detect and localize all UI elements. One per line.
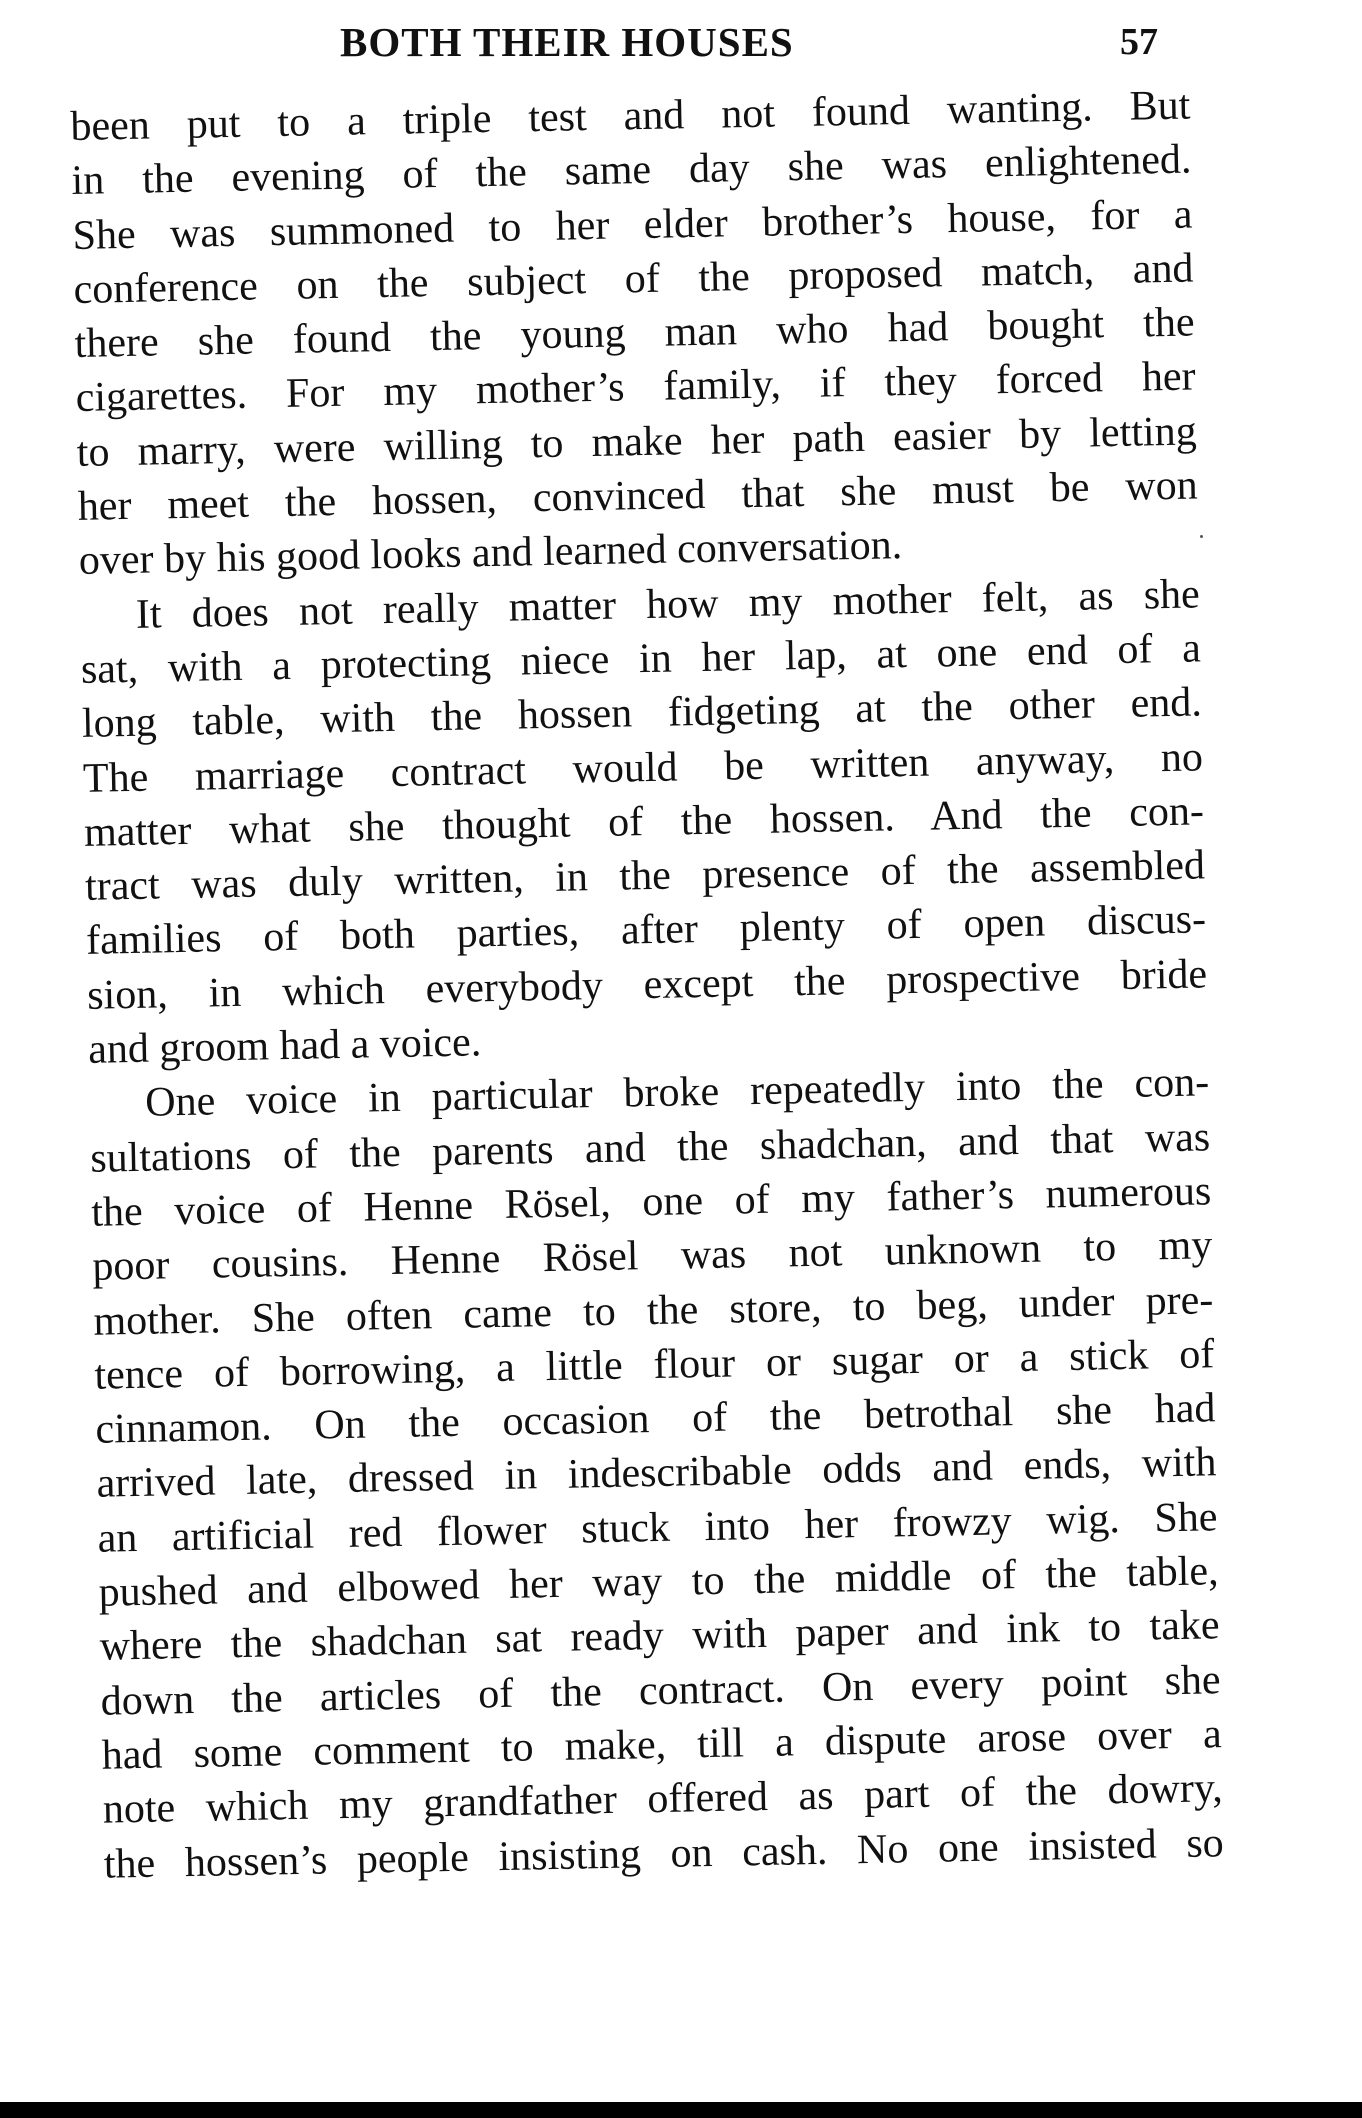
paragraph-start-line: One voice in particular broke repeatedly into the con- (144, 1059, 1210, 1127)
ink-speck (1200, 535, 1203, 538)
text-line: families of both parties, after plenty of open discus- (85, 896, 1207, 965)
text-line: tract was duly written, in the presence of the assembled (84, 842, 1206, 911)
running-title: BOTH THEIR HOUSES (340, 19, 794, 65)
text-line: sat, with a protecting niece in her lap, at one end of a (80, 625, 1202, 693)
paragraph-end-line: over by his good looks and learned conversation. (78, 522, 903, 585)
text-line: tence of borrowing, a little flour or sugar or a stick of (94, 1331, 1215, 1399)
paragraph-end-line: and groom had a voice. (87, 1019, 482, 1073)
text-line: sultations of the parents and the shadchan, and that was (89, 1113, 1211, 1182)
text-line: long table, with the hossen fidgeting at the other end. (81, 679, 1203, 748)
text-line: in the evening of the same day she was enlightened. (71, 136, 1192, 205)
text-line: to marry, were willing to make her path easier by letting (76, 408, 1198, 476)
page-header (0, 18, 1362, 78)
text-line: the hossen’s people insisting on cash. No one insisted so (103, 1819, 1225, 1888)
body-text (70, 78, 1224, 1891)
text-line: conference on the subject of the proposed match, and (73, 245, 1194, 313)
text-line: been put to a triple test and not found wanting. But (70, 82, 1191, 150)
text-line: had some comment to make, till a dispute arose over a (101, 1711, 1223, 1779)
text-line: her meet the hossen, convinced that she must be won (77, 462, 1199, 530)
text-line: cigarettes. For my mother’s family, if they forced her (75, 353, 1196, 422)
text-line: an artificial red flower stuck into her frowzy wig. She (97, 1493, 1218, 1562)
text-line: mother. She often came to the store, to beg, under pre- (93, 1276, 1214, 1345)
text-line: down the articles of the contract. On every point she (100, 1656, 1221, 1725)
text-line: sion, in which everybody except the prospective bride (86, 951, 1208, 1019)
text-line: arrived late, dressed in indescribable odds and ends, with (96, 1439, 1217, 1508)
text-line: cinnamon. On the occasion of the betrothal she had (95, 1385, 1216, 1453)
text-line: pushed and elbowed her way to the middle of the table, (98, 1548, 1219, 1616)
text-line: there she found the young man who had bought the (74, 299, 1195, 368)
text-line: poor cousins. Henne Rösel was not unknown to my (91, 1222, 1213, 1291)
page-number: 57 (1120, 21, 1158, 63)
paragraph-start-line: It does not really matter how my mother felt, as she (135, 571, 1201, 638)
text-line: note which my grandfather offered as part of the dowry, (102, 1765, 1224, 1833)
text-line: The marriage contract would be written anyway, no (82, 733, 1204, 802)
text-line: where the shadchan sat ready with paper and ink to take (99, 1602, 1220, 1671)
text-line: matter what she thought of the hossen. And the con- (83, 788, 1205, 856)
text-line: She was summoned to her elder brother’s house, for a (72, 191, 1193, 259)
text-line: the voice of Henne Rösel, one of my father’s numerous (90, 1168, 1212, 1236)
scan-bottom-border (0, 2102, 1362, 2118)
